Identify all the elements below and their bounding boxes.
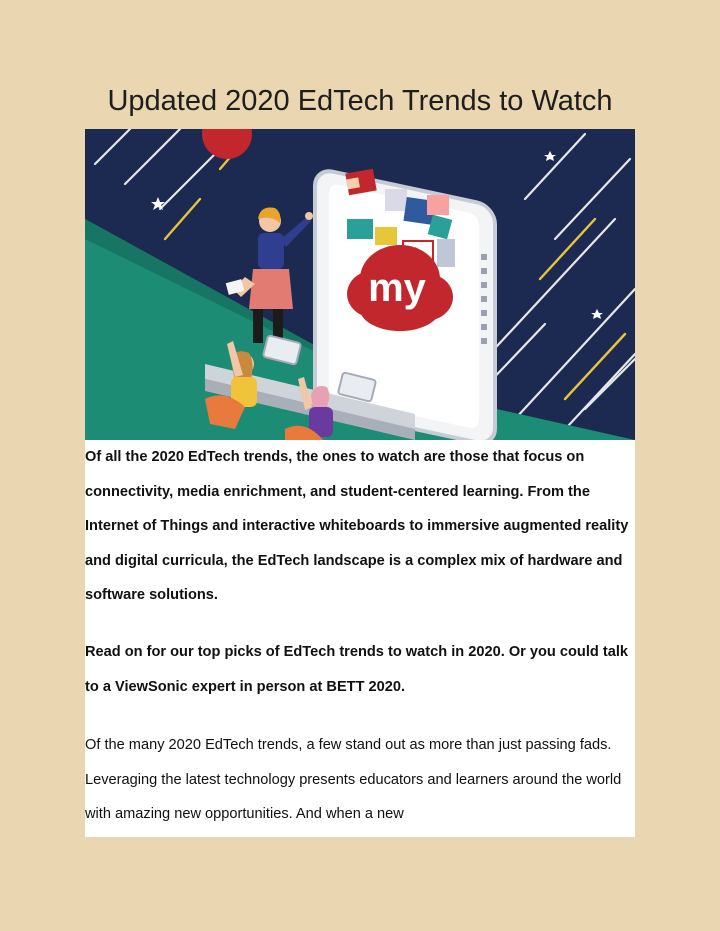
intro-paragraph: Of all the 2020 EdTech trends, the ones to watch are those that focus on connectivity, media enrichment, and student-centered learning. From the Internet of Things and interactive whiteboards to immersive augmented reality and digital curricula, the EdTech landscape is a complex mix of hardware and software solutions. xyxy=(85,449,629,603)
article-body xyxy=(85,440,635,837)
page-title: Updated 2020 EdTech Trends to Watch xyxy=(107,85,613,117)
hero-illustration xyxy=(85,129,635,440)
my-logo: my xyxy=(368,266,426,310)
cta-paragraph: Read on for our top picks of EdTech trends to watch in 2020. Or you could talk to a ViewSonic expert in person at BETT 2020. xyxy=(85,644,629,695)
document-page xyxy=(85,79,635,837)
body-paragraph: Of the many 2020 EdTech trends, a few stand out as more than just passing fads. Leveraging the latest technology presents educators and learners around the world with amazing new opportunities. And when a new xyxy=(85,737,622,822)
